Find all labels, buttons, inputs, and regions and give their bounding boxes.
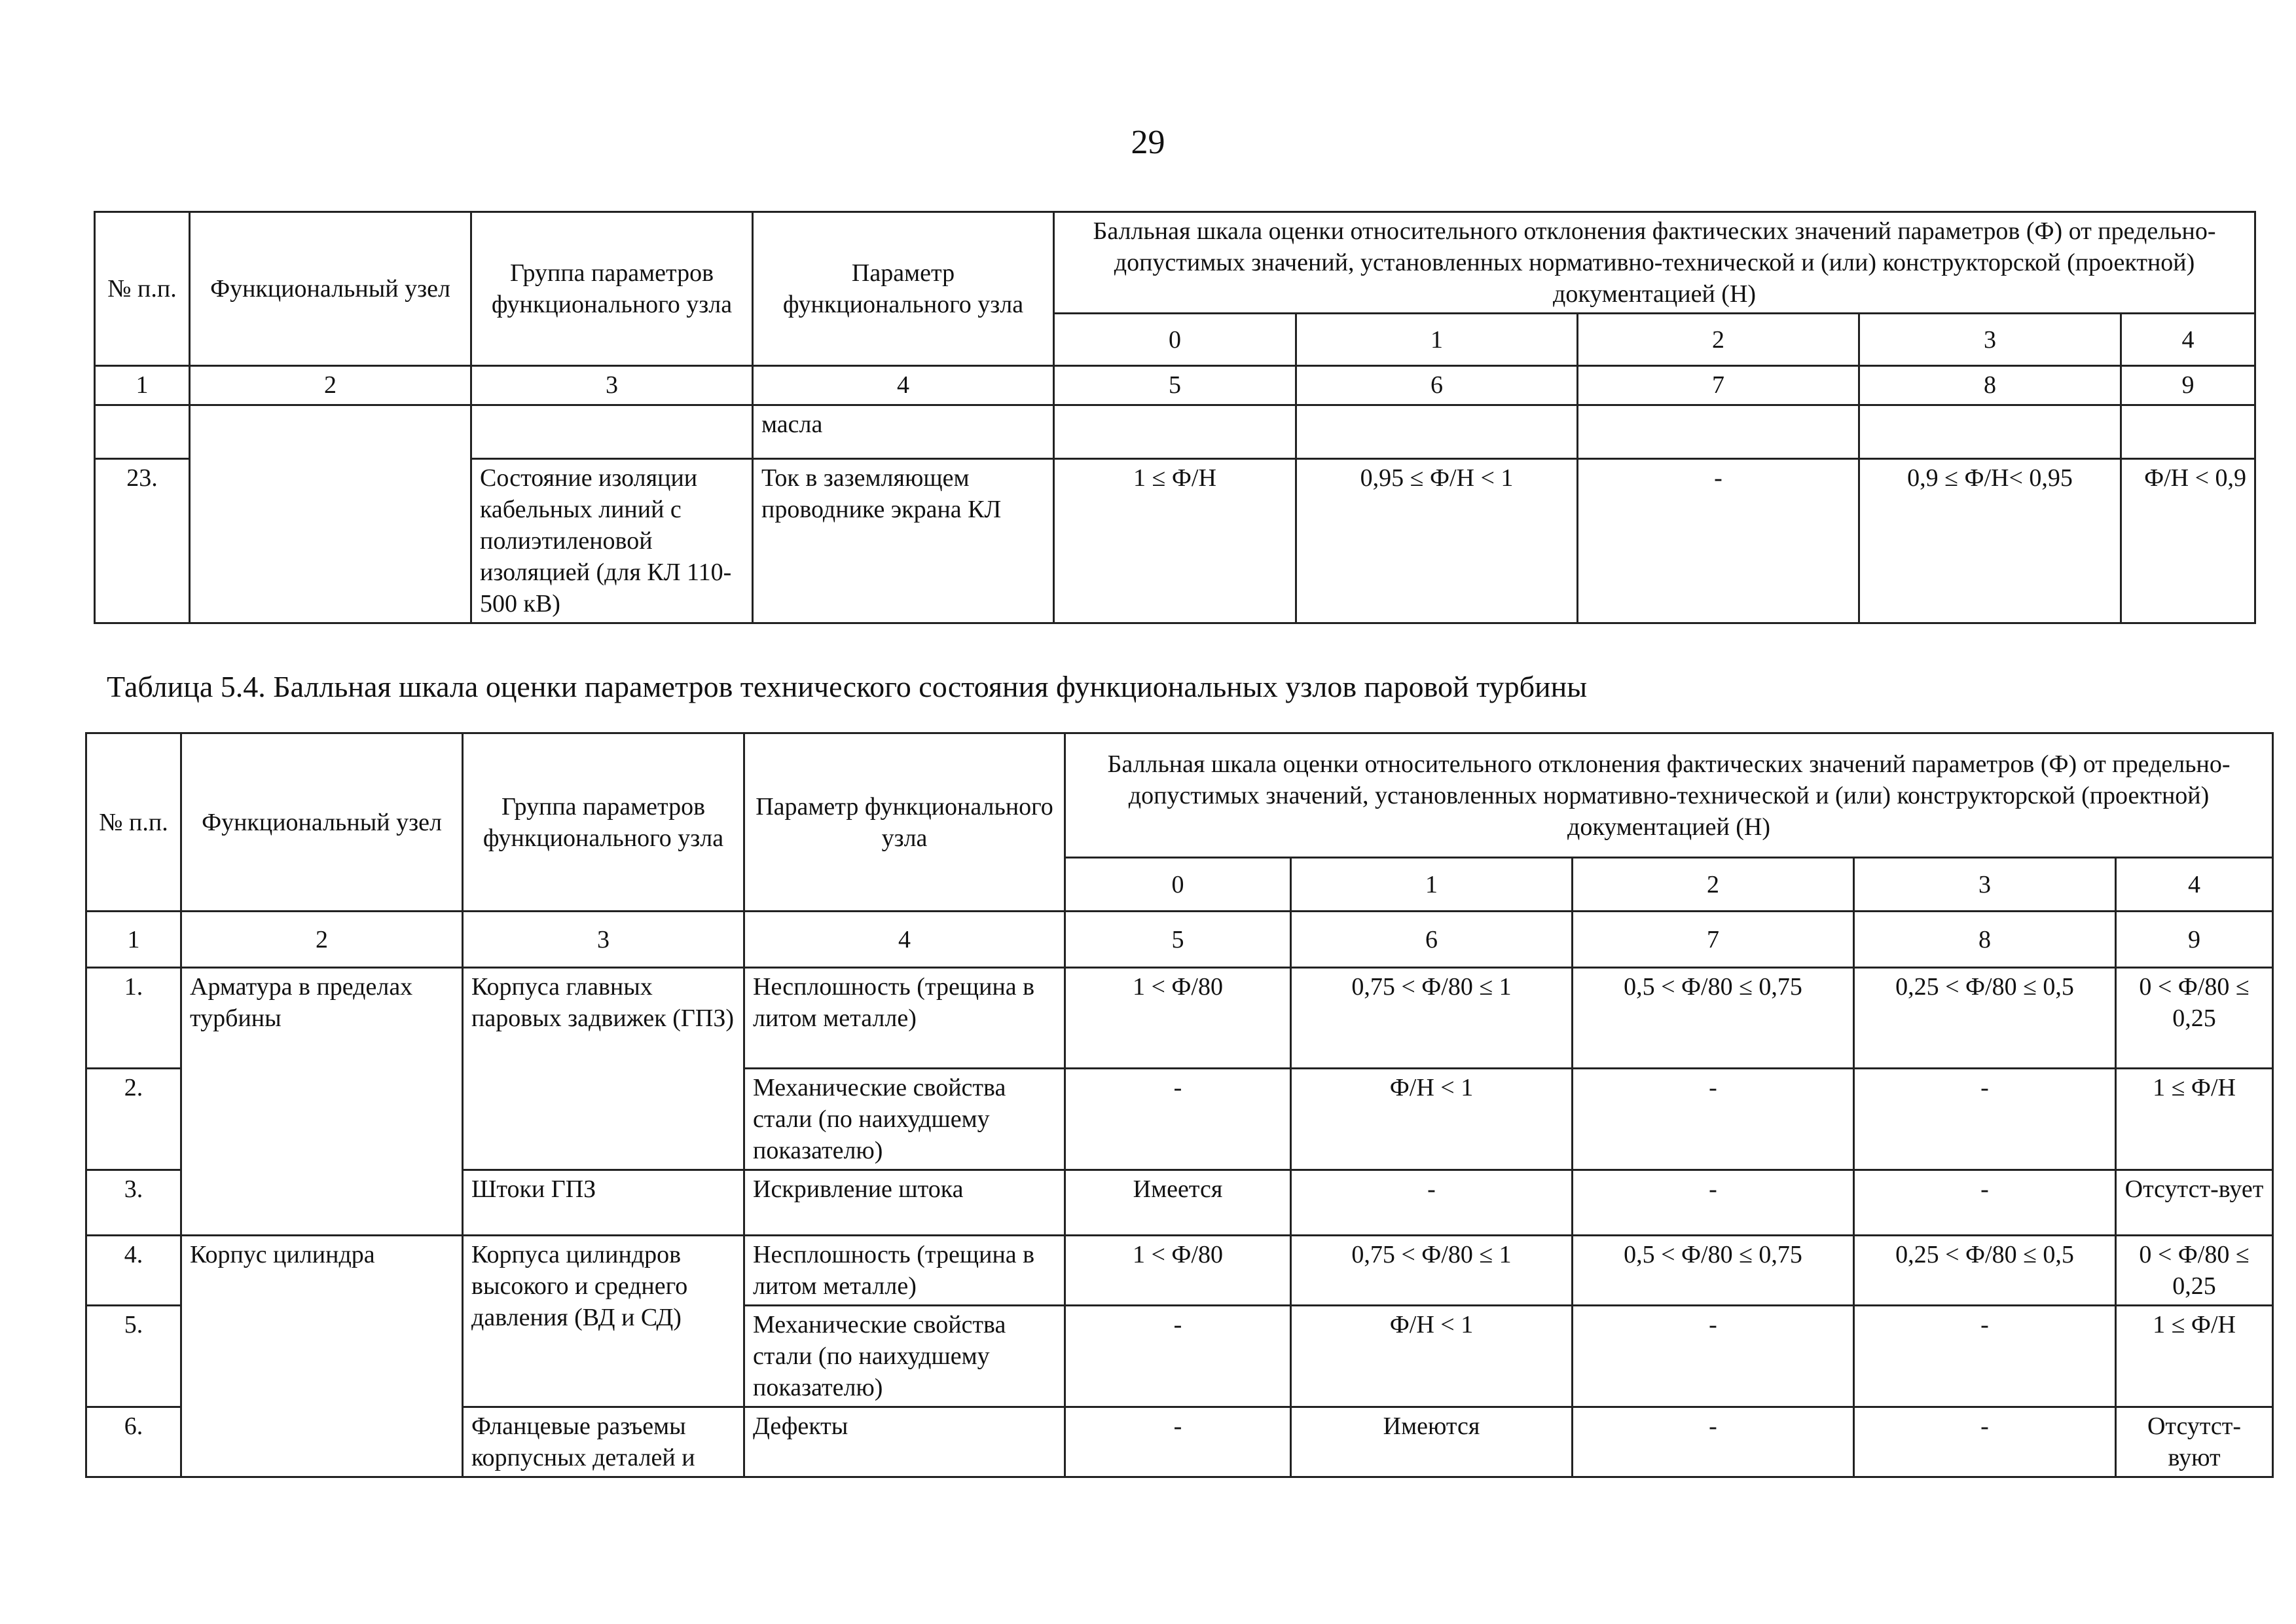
table-row [95, 405, 2255, 459]
cell-group: Штоки ГПЗ [463, 1170, 744, 1236]
col-number: 3 [471, 366, 753, 405]
cell-param: Дефекты [744, 1407, 1065, 1477]
cell-score-2: - [1573, 1069, 1854, 1170]
header-param: Параметр функционального узла [753, 212, 1054, 366]
cell-param: Искривление штока [744, 1170, 1065, 1236]
cell-score-4: Отсутст-вует [2116, 1170, 2273, 1236]
cell-score-3: 0,25 < Ф/80 ≤ 0,5 [1854, 968, 2116, 1069]
cell-score-1: - [1291, 1170, 1573, 1236]
score-4: 4 [2121, 314, 2255, 366]
cell [1859, 405, 2121, 459]
col-number: 8 [1854, 912, 2116, 968]
cell-score-1: Ф/Н < 1 [1291, 1306, 1573, 1407]
header-group: Группа параметров функционального узла [471, 212, 753, 366]
score-2: 2 [1578, 314, 1859, 366]
col-number: 2 [181, 912, 463, 968]
cell-node: Корпус цилиндра [181, 1236, 463, 1477]
col-number: 6 [1296, 366, 1578, 405]
cell-score-0: Имеется [1065, 1170, 1291, 1236]
header-num: № п.п. [86, 733, 181, 912]
cell-param: Несплошность (трещина в литом металле) [744, 1236, 1065, 1306]
header-scale: Балльная шкала оценки относительного отклонения фактических значений параметров (Ф) от предельно-допустимых значений, установленных нормативно-технической и (или) конструкторской (проектной) документацией (Н) [1065, 733, 2273, 858]
col-number: 1 [86, 912, 181, 968]
cell-score-1: 0,75 < Ф/80 ≤ 1 [1291, 1236, 1573, 1306]
table-caption: Таблица 5.4. Балльная шкала оценки параметров технического состояния функциональных узлов паровой турбины [107, 670, 1588, 703]
col-number: 4 [753, 366, 1054, 405]
score-1: 1 [1291, 858, 1573, 912]
cell-group: Корпуса главных паровых задвижек (ГПЗ) [463, 968, 744, 1170]
cell [2121, 405, 2255, 459]
cell-score-1: Имеются [1291, 1407, 1573, 1477]
score-0: 0 [1054, 314, 1296, 366]
cell-node [190, 405, 471, 623]
cell-score-2: 0,5 < Ф/80 ≤ 0,75 [1573, 1236, 1854, 1306]
cell-score-4: 1 ≤ Ф/Н [2116, 1306, 2273, 1407]
row-number: 6. [86, 1407, 181, 1477]
steam-turbine-table [85, 732, 2274, 1478]
cell-score-2: - [1578, 459, 1859, 623]
col-number: 7 [1578, 366, 1859, 405]
col-number: 9 [2116, 912, 2273, 968]
col-number: 5 [1054, 366, 1296, 405]
row-number: 1. [86, 968, 181, 1069]
cell-score-0: 1 < Ф/80 [1065, 968, 1291, 1069]
header-scale: Балльная шкала оценки относительного отклонения фактических значений параметров (Ф) от предельно-допустимых значений, установленных нормативно-технической и (или) конструкторской (проектной) документацией (Н) [1054, 212, 2255, 314]
cell-score-2: - [1573, 1170, 1854, 1236]
column-number-row [86, 912, 2273, 968]
cell-score-3: - [1854, 1170, 2116, 1236]
col-number: 3 [463, 912, 744, 968]
score-1: 1 [1296, 314, 1578, 366]
cell-score-3: 0,25 < Ф/80 ≤ 0,5 [1854, 1236, 2116, 1306]
parameters-table-continued [94, 211, 2256, 624]
cell-score-4: 1 ≤ Ф/Н [2116, 1069, 2273, 1170]
cell [1578, 405, 1859, 459]
cell-score-1: 0,95 ≤ Ф/Н < 1 [1296, 459, 1578, 623]
cell [1054, 405, 1296, 459]
row-number: 4. [86, 1236, 181, 1306]
cell-score-3: - [1854, 1407, 2116, 1477]
row-number: 23. [95, 459, 190, 623]
score-0: 0 [1065, 858, 1291, 912]
col-number: 4 [744, 912, 1065, 968]
cell-group: Фланцевые разъемы корпусных деталей и [463, 1407, 744, 1477]
cell [471, 405, 753, 459]
cell-param: Механические свойства стали (по наихудшему показателю) [744, 1069, 1065, 1170]
cell-score-2: - [1573, 1407, 1854, 1477]
cell-group: Состояние изоляции кабельных линий с полиэтиленовой изоляцией (для КЛ 110-500 кВ) [471, 459, 753, 623]
col-number: 1 [95, 366, 190, 405]
table-row [86, 968, 2273, 1069]
col-number: 7 [1573, 912, 1854, 968]
cell-score-4: 0 < Ф/80 ≤ 0,25 [2116, 968, 2273, 1069]
score-3: 3 [1859, 314, 2121, 366]
row-number: 5. [86, 1306, 181, 1407]
cell-score-2: - [1573, 1306, 1854, 1407]
col-number: 5 [1065, 912, 1291, 968]
cell-score-2: 0,5 < Ф/80 ≤ 0,75 [1573, 968, 1854, 1069]
cell-group: Корпуса цилиндров высокого и среднего давления (ВД и СД) [463, 1236, 744, 1407]
cell-score-0: - [1065, 1069, 1291, 1170]
cell-score-4: Ф/Н < 0,9 [2121, 459, 2255, 623]
col-number: 8 [1859, 366, 2121, 405]
cell-score-3: - [1854, 1069, 2116, 1170]
page-number: 29 [1131, 124, 1165, 161]
cell-score-3: 0,9 ≤ Ф/Н< 0,95 [1859, 459, 2121, 623]
cell-score-0: - [1065, 1407, 1291, 1477]
cell-score-0: 1 < Ф/80 [1065, 1236, 1291, 1306]
row-number: 3. [86, 1170, 181, 1236]
cell-node: Арматура в пределах турбины [181, 968, 463, 1236]
header-param: Параметр функционального узла [744, 733, 1065, 912]
score-2: 2 [1573, 858, 1854, 912]
table-row [86, 1236, 2273, 1306]
header-group: Группа параметров функционального узла [463, 733, 744, 912]
header-num: № п.п. [95, 212, 190, 366]
cell [95, 405, 190, 459]
cell-score-1: 0,75 < Ф/80 ≤ 1 [1291, 968, 1573, 1069]
header-node: Функциональный узел [190, 212, 471, 366]
cell-param: Механические свойства стали (по наихудшему показателю) [744, 1306, 1065, 1407]
cell [1296, 405, 1578, 459]
cell-score-4: Отсутст-вуют [2116, 1407, 2273, 1477]
row-number: 2. [86, 1069, 181, 1170]
cell-score-0: 1 ≤ Ф/Н [1054, 459, 1296, 623]
cell-score-3: - [1854, 1306, 2116, 1407]
cell-score-1: Ф/Н < 1 [1291, 1069, 1573, 1170]
col-number: 9 [2121, 366, 2255, 405]
column-number-row [95, 366, 2255, 405]
score-4: 4 [2116, 858, 2273, 912]
score-3: 3 [1854, 858, 2116, 912]
col-number: 2 [190, 366, 471, 405]
header-node: Функциональный узел [181, 733, 463, 912]
cell-score-4: 0 < Ф/80 ≤ 0,25 [2116, 1236, 2273, 1306]
cell-param: масла [753, 405, 1054, 459]
col-number: 6 [1291, 912, 1573, 968]
cell-param: Ток в заземляющем проводнике экрана КЛ [753, 459, 1054, 623]
cell-score-0: - [1065, 1306, 1291, 1407]
cell-param: Несплошность (трещина в литом металле) [744, 968, 1065, 1069]
